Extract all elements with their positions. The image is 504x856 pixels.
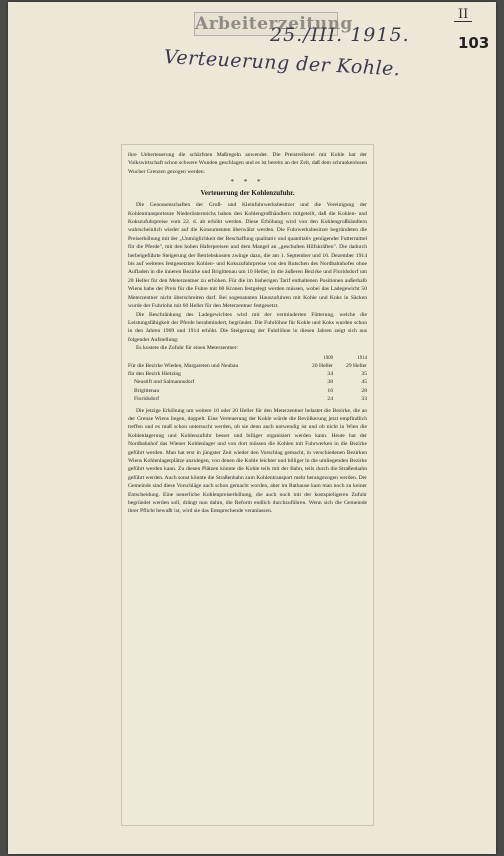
table-row: Für die Bezirke Wieden, Margareten und Neubau 20 Heller 29 Heller [128,362,367,369]
year-header: 1909 [323,355,333,361]
table-caption: Es kostete die Zufuhr für einen Meterzentner: [136,345,239,352]
table-row: Neustift und Salmannsdorf 38 45 [134,379,367,386]
article-paragraph: Die jetzige Erhöhung um weitere 10 oder 20 Heller für den Meterzentner belastet die Bezirke, die an der Grenze Wiens liegen, doppelt. Eine Verteuerung der Kohle würde die Bevölkerung jetzt empfindlich treffen und es muß schon untersucht werden, ob sie denn auch notwendig ist und ob nicht in Wien die Kohlenlagerung und Kohlenzufuhr besser und billiger organisiert werden kann. Heute hat der Nordbahnhof das Wiener Kohlenlager und von dort müssen die Kohlen mit Fuhrwerken in die Bezirke geführt werden. Man hat erst in jüngster Zeit wieder den Vorschlag gemacht, in verschiedenen Bezirken Wiens Kohlenlagerplätze anzulegen, von denen die Kohle leichter und billiger in die umliegenden Bezirke geführt werden kann. Zu diesen Plätzen könnte die Kohle teils mit der Bahn, teils durch die Straßenbahn geführt werden. Auch sonst könnte die Straßenbahn zum Kohlentransport mehr herangezogen werden. Der Gemeinde sind diese Vorschläge auch schon gemacht worden, aber im Rathause kam man noch zu keiner Entscheidung. Eine neuerliche Kohlenpreiserhöhung, die auch noch mit der kostspieligeren Zufuhr begründet werden soll, drängt nun dahin, die Reform endlich durchzuführen. Wenn sich die Gemeinde ihrer Pflicht bewußt ist, wird sie das Entsprechende veranlassen. [128,407,367,515]
handwritten-title: Verteuerung der Kohle. [163,46,401,81]
article-paragraph: Die Genossenschaften der Groß- und Kleinfuhrwerksbesitzer und die Vereinigung der Kohlentransporteure Niederösterreichs haben den Kohlengroßhändlern mitgeteilt, daß die Kohlen- und Kokszufuhrpreise vom 22. d. ab erhöht werden. Diese Erhöhung wird von den Kohlengroßhändlern wahrscheinlich wieder auf die Konsumenten überwälzt werden. Die Fuhrwerksbesitzer begründeten die Preiserhöhung mit der „Unmöglichkeit der Beschaffung qualitativ und quantitativ genügender Futtermittel für die Pferde", mit den hohen Haferpreisen und dem Mangel an „geschulten Hilfskräften". Die dadurch herbeigeführte Steigerung der Betriebskosten zwinge dazu, die am 1. September und 16. Dezember 1914 bis auf weiteres festgesetzten Kohlen- und Kokszufuhrpreise von den Rutschen des Nordbahnhofes ohne Aufladen in die inneren Bezirke und Brigittenau um 10 Heller, in die äußeren Bezirke und Floridsdorf um 20 Heller für den Meterzentner zu erhöhen. Für die im bisherigen Tarif enthaltenen Positionen außerhalb Wiens habe der Preis für die Fuhre mit 60 Kronen festgelegt werden müssen, wobei das Ladegewicht 50 Meterzentner nicht überschreiten darf. Bei sogenannten Hauszufuhren mit Kohle und Koks in Säcken wurde der Fuhrlohn mit 60 Heller für den Meterzentner festgesetzt. [128,202,367,310]
table-row: Brigittenau 16 28 [134,387,367,394]
fare-table [128,355,367,404]
archive-page [8,2,496,854]
newspaper-stamp: Arbeiterzeitung [195,14,353,34]
intro-paragraph: ihre Ueberteuerung die schärfsten Maßregeln anwendet. Die Preistreiberei mit Kohle hat der Volkswirtschaft schon schwere Wunden geschlagen und es ist bereits an der Zeit, daß dem schrankenlosen Wucher Grenzen gezogen werden. [128,152,367,175]
article-headline: Verteuerung der Kohlenzufuhr. [200,189,295,198]
table-row: Floridsdorf 24 33 [134,396,367,403]
handwritten-date: 25./III. 1915. [270,24,410,46]
newspaper-clipping [121,144,374,826]
year-header: 1914 [357,355,367,361]
table-row: für den Bezirk Hietzing 34 35 [128,370,367,377]
section-divider: * * * [230,178,265,187]
page-number: 103 [458,34,490,52]
roman-numeral: II [454,8,472,22]
article-paragraph: Die Beschränkung des Ladegewichtes wird mit der verminderten Fütterung, welche die Leistungsfähigkeit der Pferde herabmindert, begründet. Die Fuhrlöhne für Kohle und Koks wurden schon in den Jahren 1909 und 1914 erhöht. Die Steigerung der Fuhrlöhne in diesen Jahren zeigt sich aus folgender Aufstellung: [128,311,367,343]
